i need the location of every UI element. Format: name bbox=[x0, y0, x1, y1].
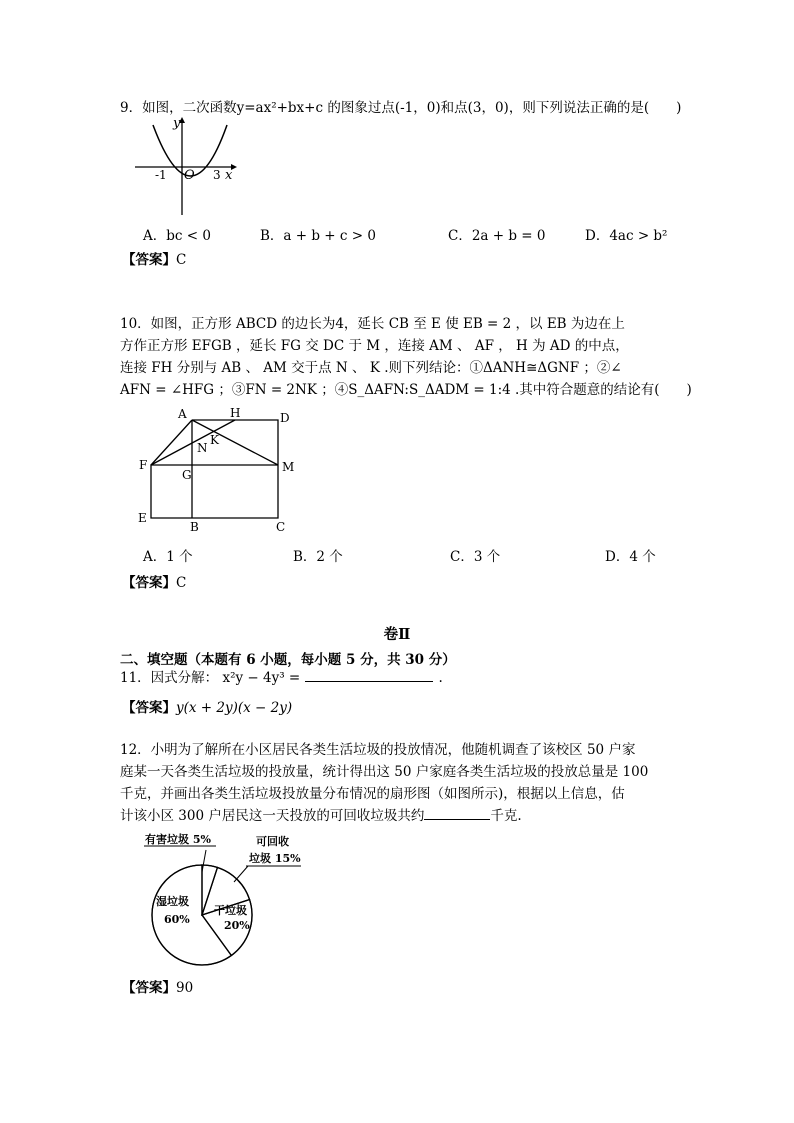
q12-answer bbox=[122, 976, 193, 996]
q10-option-c: C．3 个 bbox=[450, 549, 501, 565]
label-f: F bbox=[139, 458, 148, 472]
q12-pie-chart bbox=[138, 830, 308, 965]
label-b: B bbox=[190, 520, 199, 534]
q9-option-d: D．4ac > b² bbox=[585, 228, 668, 244]
segment-af bbox=[151, 420, 192, 465]
volume-title: 卷Ⅱ bbox=[383, 626, 411, 643]
label-dry-2: 20% bbox=[224, 919, 250, 932]
answer-value: 90 bbox=[176, 980, 194, 996]
q10-square-figure bbox=[138, 405, 303, 535]
q9-option-b: B．a + b + c > 0 bbox=[260, 228, 376, 244]
label-m: M bbox=[282, 460, 295, 474]
segment-fh bbox=[151, 420, 235, 465]
q12-blank-tail: 千克. bbox=[490, 808, 522, 824]
q10-line-2: 方作正方形 EFGB ，延长 FG 交 DC 于 M ，连接 AM 、 AF ， H 为 AD 的中点， bbox=[120, 338, 629, 354]
answer-tag: 【答案】 bbox=[122, 575, 176, 591]
q9-answer bbox=[122, 248, 186, 268]
q12-line-3: 千克，并画出各类生活垃圾投放量分布情况的扇形图（如图所示)，根据以上信息，估 bbox=[120, 786, 625, 802]
q10-option-d: D．4 个 bbox=[605, 549, 656, 565]
label-d: D bbox=[280, 411, 290, 425]
label-recyclable-2: 垃圾 15% bbox=[249, 852, 301, 865]
recyclable-leader-line bbox=[234, 866, 248, 882]
label-a: A bbox=[178, 407, 187, 421]
q9-option-c: C．2a + b = 0 bbox=[448, 228, 546, 244]
answer-tag: 【答案】 bbox=[122, 980, 176, 996]
q10-line-1: 10．如图，正方形 ABCD 的边长为4，延长 CB 至 E 使 EB = 2 ，以 EB 为边在上 bbox=[120, 316, 625, 332]
label-n: N bbox=[197, 441, 208, 455]
answer-value: y(x + 2y)(x − 2y) bbox=[176, 700, 293, 716]
label-k: K bbox=[210, 433, 219, 447]
answer-value: C bbox=[176, 575, 187, 591]
q11-answer bbox=[122, 696, 292, 716]
root-left-label: -1 bbox=[155, 168, 167, 182]
label-wet-2: 60% bbox=[164, 913, 190, 926]
label-recyclable-1: 可回收 bbox=[256, 835, 289, 848]
q9-stem: 9．如图，二次函数y=ax²+bx+c 的图象过点(-1，0)和点(3，0)，则下列说法正确的是( ) bbox=[120, 100, 682, 116]
y-label: y bbox=[173, 116, 181, 131]
answer-value: C bbox=[176, 252, 187, 268]
label-e: E bbox=[138, 511, 147, 525]
origin-label: O bbox=[184, 168, 195, 183]
label-c: C bbox=[276, 520, 286, 534]
label-wet-1: 湿垃圾 bbox=[156, 895, 189, 908]
q10-answer bbox=[122, 571, 186, 591]
q9-option-a: A．bc < 0 bbox=[143, 228, 211, 244]
root-right-label: 3 bbox=[213, 168, 221, 182]
q12-line-4: 计该小区 300 户居民这一天投放的可回收垃圾共约 bbox=[120, 808, 425, 824]
q9-parabola-graph bbox=[135, 115, 245, 220]
q10-option-b: B．2 个 bbox=[293, 549, 343, 565]
answer-tag: 【答案】 bbox=[122, 700, 176, 716]
q12-line-2: 庭某一天各类生活垃圾的投放量，统计得出这 50 户家庭各类生活垃圾的投放总量是 100 bbox=[120, 764, 649, 780]
q11-stem: 11．因式分解： x²y − 4y³ = bbox=[120, 670, 305, 686]
q10-line-4: AFN = ∠HFG ；③FN = 2NK ；④S_ΔAFN:S_ΔADM = 1:4 .其中符合题意的结论有( ) bbox=[120, 382, 692, 398]
label-g: G bbox=[182, 468, 192, 482]
q10-line-3: 连接 FH 分别与 AB 、 AM 交于点 N 、 K .则下列结论：①ΔANH≅ΔGNF ；②∠ bbox=[120, 360, 622, 376]
q11-stem-row bbox=[120, 667, 443, 689]
q12-line-1: 12．小明为了解所在小区居民各类生活垃圾的投放情况，他随机调查了该校区 50 户家 bbox=[120, 742, 636, 758]
q11-tail: . bbox=[438, 670, 443, 686]
section-title: 二、填空题（本题有 6 小题，每小题 5 分，共 30 分） bbox=[120, 652, 456, 668]
answer-tag: 【答案】 bbox=[122, 252, 176, 268]
q11-answer-blank bbox=[305, 667, 433, 682]
label-dry-1: 干垃圾 bbox=[214, 904, 247, 917]
q12-answer-blank bbox=[424, 805, 490, 820]
x-label: x bbox=[225, 168, 233, 183]
q12-line-4-row bbox=[120, 805, 522, 827]
q10-option-a: A．1 个 bbox=[143, 549, 193, 565]
label-h: H bbox=[230, 406, 241, 420]
label-harmful: 有害垃圾 5% bbox=[145, 833, 211, 846]
